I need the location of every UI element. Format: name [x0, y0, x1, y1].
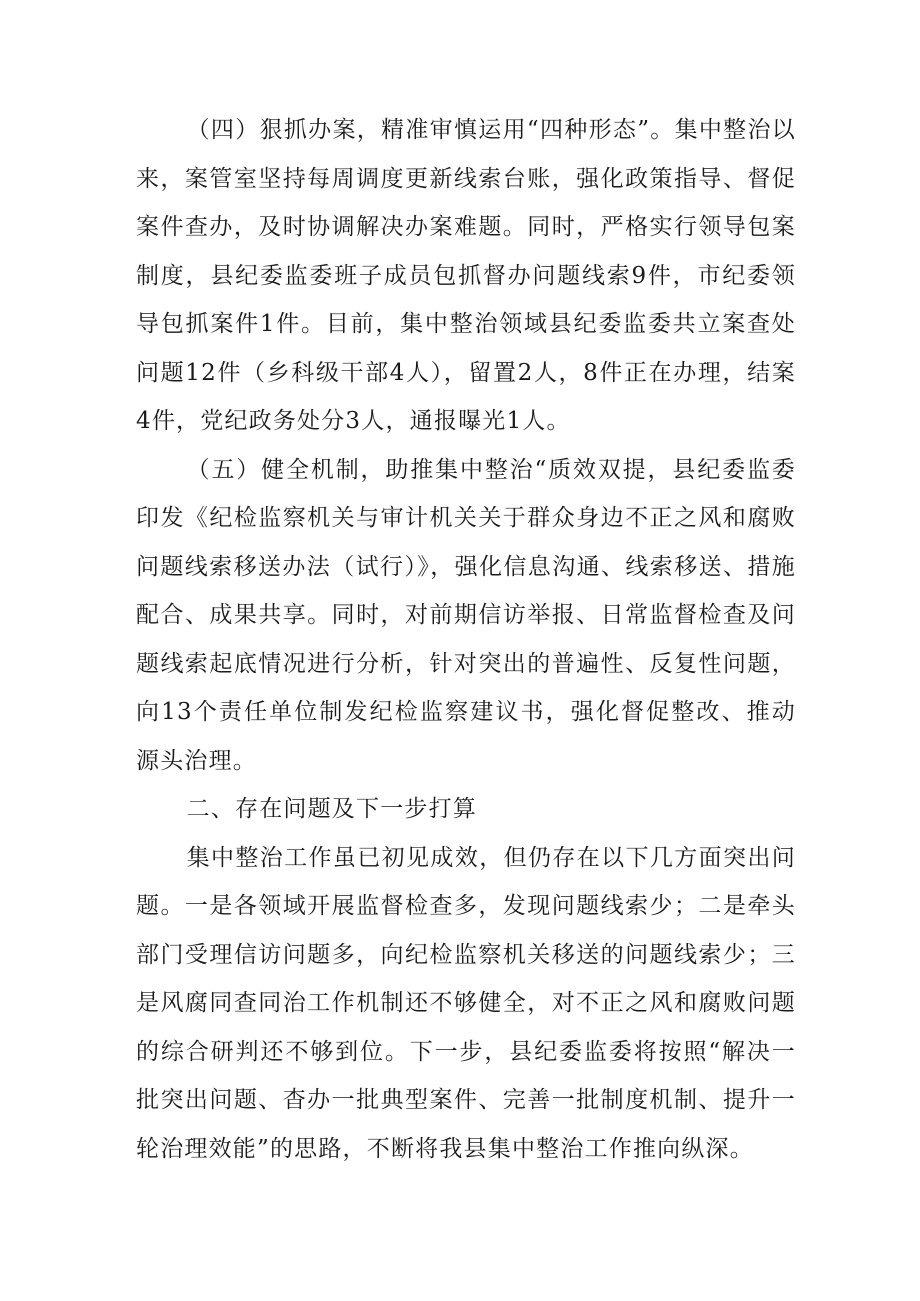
section-heading: 二、存在问题及下一步打算 — [186, 796, 477, 822]
paragraph-problems-next-steps: 集中整治工作虽已初见成效，但仍存在以下几方面突出问题。一是各领域开展监督检查多，发现问题线索少；二是牵头部门受理信访问题多，向纪检监察机关移送的问题线索少；三是风腐同查同治工作机制还不够健全，对不正之风和腐败问题的综合研判还不够到位。下一步，县纪委监委将按照“解决一批突出问题、杳办一批典型案件、完善一批制度机制、提升一轮治理效能”的思路，不断将我县集中整治工作推向纵深。 — [136, 844, 796, 1162]
paragraph-case-handling: （四）狠抓办案，精准审慎运用“四种形态”。集中整治以来，案管室坚持每周调度更新线索台账，强化政策指导、督促案件查办，及时协调解决办案难题。同时，严格实行领导包案制度，县纪委监委班子成员包抓督办问题线索9件，市纪委领导包抓案件1件。目前，集中整治领域县纪委监委共立案查处问题12件（乡科级干部4人），留置2人，8件正在办理，结案4件，党纪政务处分3人，通报曝光1人。 — [136, 117, 796, 434]
document-body — [136, 106, 796, 1173]
paragraph-mechanism: （五）健全机制，助推集中整治“质效双提，县纪委监委印发《纪检监察机关与审计机关关于群众身边不正之风和腐败问题线索移送办法（试行）》，强化信息沟通、线索移送、措施配合、成果共享。同时，对前期信访举报、日常监督检查及问题线索起底情况进行分析，针对突出的普遍性、反复性问题，向13个责任单位制发纪检监察建议书，强化督促整改、推动源头治理。 — [136, 456, 796, 774]
